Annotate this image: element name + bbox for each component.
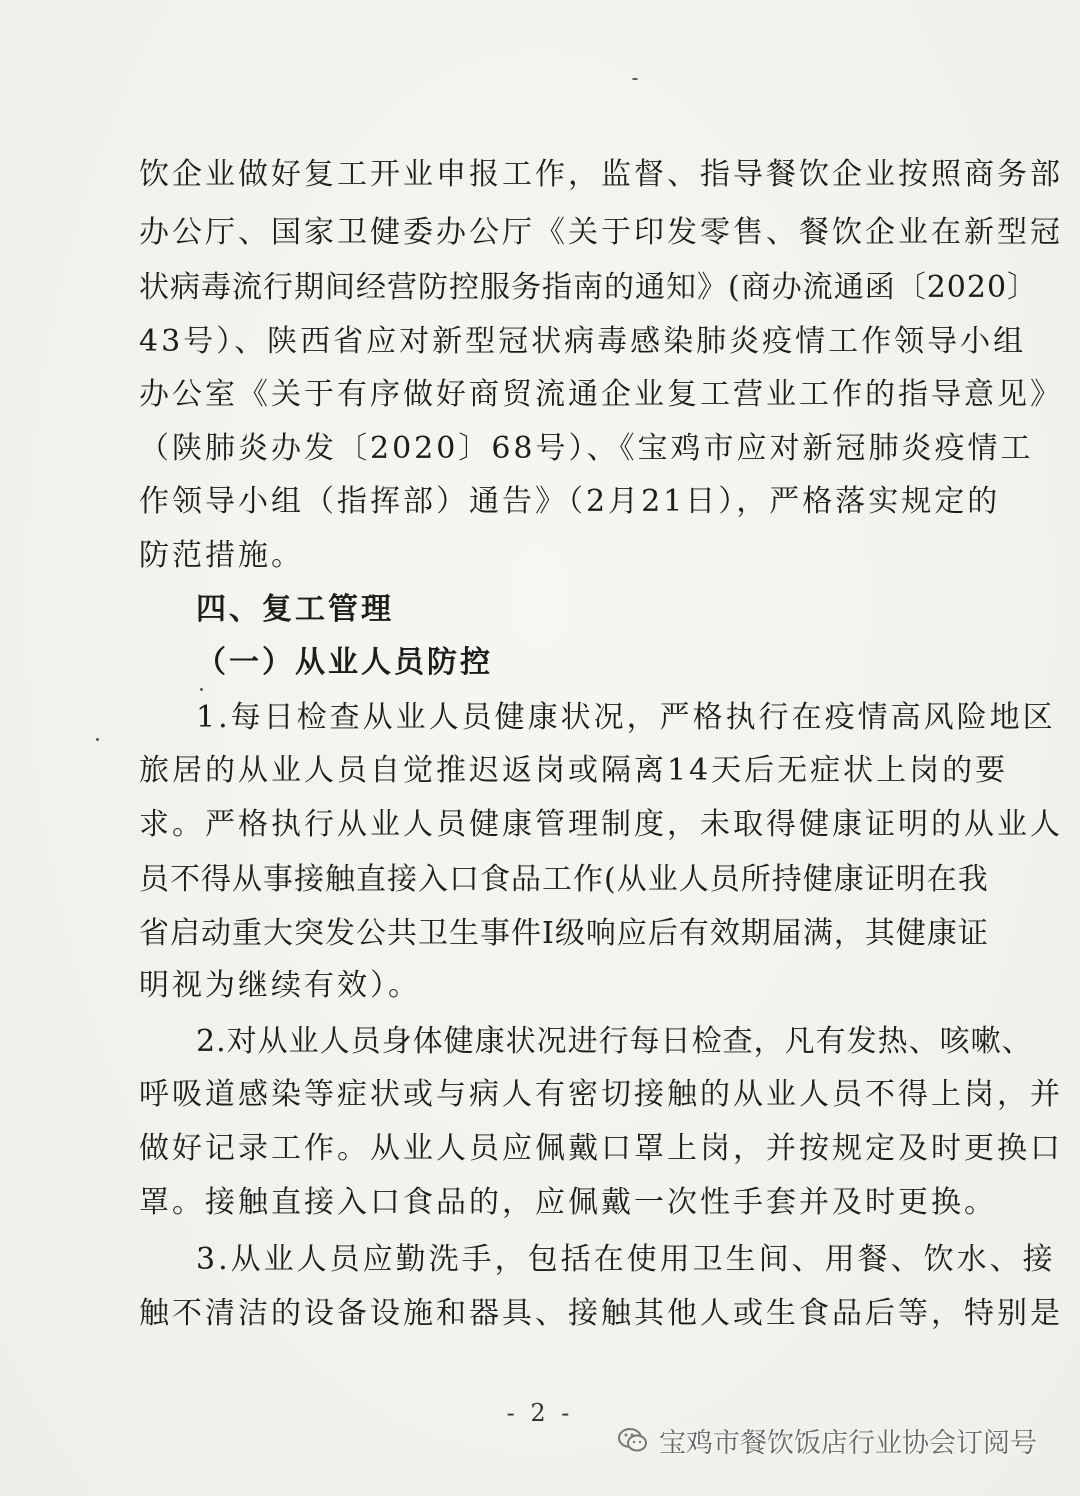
paragraph-line: 旅居的从业人员自觉推迟返岗或隔离14天后无症状上岗的要	[139, 753, 1009, 788]
paragraph-line: 触不清洁的设备设施和器具、接触其他人或生食品后等，特别是	[139, 1296, 1063, 1331]
paragraph-line: 明视为继续有效）。	[139, 968, 421, 1003]
paragraph-line: 办公厅、国家卫健委办公厅《关于印发零售、餐饮企业在新型冠	[139, 215, 1063, 250]
watermark	[615, 1418, 1037, 1462]
paragraph-line: 求。严格执行从业人员健康管理制度，未取得健康证明的从业人	[139, 807, 1063, 842]
section-heading: 四、复工管理	[196, 592, 394, 627]
scan-speck	[200, 688, 203, 691]
scan-speck	[632, 78, 638, 80]
paragraph-line: 3.从业人员应勤洗手，包括在使用卫生间、用餐、饮水、接	[196, 1242, 1056, 1277]
paragraph-line: 防范措施。	[139, 538, 304, 573]
paragraph-line: 作领导小组（指挥部）通告》（2月21日），严格落实规定的	[139, 484, 1001, 519]
paragraph-line: 呼吸道感染等症状或与病人有密切接触的从业人员不得上岗，并	[139, 1077, 1063, 1112]
watermark-text: 宝鸡市餐饮饭店行业协会订阅号	[659, 1427, 1037, 1459]
paragraph-line: 饮企业做好复工开业申报工作，监督、指导餐饮企业按照商务部	[139, 157, 1063, 192]
paragraph-line: 省启动重大突发公共卫生事件Ⅰ级响应后有效期届满，其健康证	[139, 916, 989, 951]
paragraph-line: 员不得从事接触直接入口食品工作(从业人员所持健康证明在我	[139, 862, 989, 897]
paragraph-line: 办公室《关于有序做好商贸流通企业复工营业工作的指导意见》	[139, 377, 1063, 412]
page-number: - 2 -	[506, 1399, 574, 1427]
paragraph-line: 状病毒流行期间经营防控服务指南的通知》(商办流通函〔2020〕	[139, 270, 1039, 305]
paragraph-line: 罩。接触直接入口食品的，应佩戴一次性手套并及时更换。	[139, 1185, 997, 1220]
paragraph-line: 1.每日检查从业人员健康状况，严格执行在疫情高风险地区	[196, 700, 1056, 735]
subsection-heading: （一）从业人员防控	[196, 645, 493, 680]
paragraph-line: （陕肺炎办发〔2020〕68号）、《宝鸡市应对新冠肺炎疫情工	[139, 431, 1034, 466]
paragraph-line: 做好记录工作。从业人员应佩戴口罩上岗，并按规定及时更换口	[139, 1131, 1063, 1166]
wechat-icon	[615, 1422, 651, 1458]
paragraph-line: 2.对从业人员身体健康状况进行每日检查，凡有发热、咳嗽、	[196, 1024, 1033, 1059]
scan-speck	[96, 738, 99, 741]
paragraph-line: 43号）、陕西省应对新型冠状病毒感染肺炎疫情工作领导小组	[139, 324, 1027, 359]
